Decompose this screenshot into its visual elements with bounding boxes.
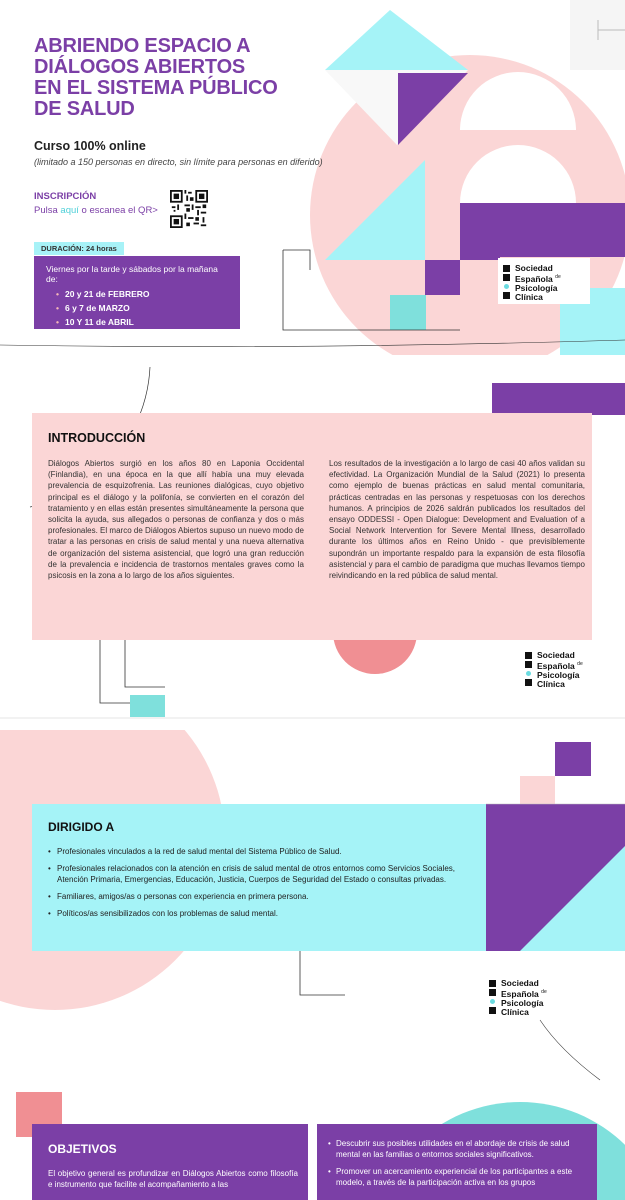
course-note: (limitado a 150 personas en directo, sin límite para personas en diferido)	[34, 157, 323, 167]
logo-square	[525, 661, 532, 668]
list-item: • Promover un acercamiento experiencial de los participantes a este modelo, a través de la participación activa en los grupos	[328, 1166, 588, 1188]
title-line: EN EL SISTEMA PÚBLICO	[34, 77, 278, 99]
logo-line: Sociedad	[537, 650, 575, 660]
society-logo	[525, 651, 583, 689]
inscription-pre: Pulsa	[34, 205, 61, 216]
logo-line: Sociedad	[501, 978, 539, 988]
logo-line: Psicología	[501, 997, 544, 1008]
inscription-heading: INSCRIPCIÓN	[34, 191, 97, 202]
inscription-link[interactable]: aquí	[60, 205, 79, 216]
objectives-list	[328, 1138, 588, 1194]
schedule-lead: Viernes por la tarde y sábados por la mañana de:	[46, 264, 218, 284]
logo-line: Española $^{de}$	[501, 988, 547, 999]
logo-square	[503, 292, 510, 299]
logo-line: Psicología	[515, 282, 558, 293]
logo-dot	[526, 671, 531, 676]
objectives-box	[32, 1124, 308, 1200]
list-item: • Familiares, amigos/as o personas con experiencia en primera persona.	[48, 891, 478, 902]
qr-code-icon[interactable]	[170, 190, 208, 228]
inscription-post: o escanea el QR>	[78, 205, 158, 216]
logo-square	[525, 679, 532, 686]
title-line: ABRIENDO ESPACIO A	[34, 35, 251, 57]
schedule-date: • 10 Y 11 de ABRIL	[56, 317, 228, 327]
logo-line: Clínica	[515, 291, 543, 302]
logo-line: Clínica	[537, 678, 565, 689]
logo-line: Psicología	[537, 669, 580, 680]
logo-square	[489, 980, 496, 987]
header-panel	[0, 0, 625, 355]
logo-line: Clínica	[501, 1006, 529, 1017]
intro-column-right: Los resultados de la investigación a lo largo de casi 40 años validan su efectividad. La Organización Mundial de la Salud (2021) lo presenta como ejemplo de buenas prácticas en salud mental comunitaria, prácticas centradas en las personas y respetuosas con los derechos humanos. A principios de 2026 saldrán publicados los resultados del ensayo ODDESSI - Open Dialogue: Development and Evaluation of a Social Network Intervention for Severe Mental Illness, desarrollado durante los últimos años en Reino Unido - que previsiblemente supondrán un importante respaldo para la expansión de esta filosofía asistencial y para el cambio de paradigma que muchas llevamos tiempo reivindicando en la red pública de salud mental.	[329, 459, 585, 581]
logo-line: Española $^{de}$	[537, 660, 583, 671]
audience-heading: DIRIGIDO A	[48, 820, 115, 834]
objectives-text: El objetivo general es profundizar en Diálogos Abiertos como filosofía e instrumento que facilite el acompañamiento a las	[48, 1169, 298, 1189]
course-type: Curso 100% online	[34, 139, 146, 153]
list-item: • Políticos/as sensibilizados con los problemas de salud mental.	[48, 908, 478, 919]
logo-square	[503, 274, 510, 281]
logo-square	[503, 265, 510, 272]
list-item: • Profesionales vinculados a la red de salud mental del Sistema Público de Salud.	[48, 846, 478, 857]
title-line: DE SALUD	[34, 98, 135, 120]
audience-list	[48, 846, 478, 925]
logo-square	[525, 652, 532, 659]
schedule-date: • 6 y 7 de MARZO	[56, 303, 228, 313]
list-item: • Profesionales relacionados con la atención en crisis de salud mental de otros entornos como Servicios Sociales, Atención Primaria, Emergencias, Educación, Justicia, Cuerpos de Seguridad del Estado o consultas privadas.	[48, 863, 478, 885]
schedule-date: • 20 y 21 de FEBRERO	[56, 289, 228, 299]
intro-panel	[0, 367, 625, 719]
title-line: DIÁLOGOS ABIERTOS	[34, 56, 246, 78]
page-title	[34, 36, 334, 120]
logo-square	[489, 1007, 496, 1014]
objectives-heading: OBJETIVOS	[48, 1142, 117, 1156]
logo-dot	[490, 999, 495, 1004]
society-logo	[503, 264, 561, 302]
intro-column-left: Diálogos Abiertos surgió en los años 80 en Laponia Occidental (Finlandia), en una época en la que allí había una muy elevada prevalencia de esquizofrenia. Las reuniones dialógicas, cuyo objetivo principal es el diálogo y la polifonía, se convierten en el corazón del tratamiento y en ellas están presentes simultáneamente la persona que solicita la ayuda, sus allegados o personas de confianza y dos o más profesionales. El marco de Diálogos Abiertos supuso un nuevo modo de tratar a las personas en crisis de salud mental y una nueva alternativa de organización del sistema asistencial, que logró una gran reducción de la prevalencia e incidencia de trastornos mentales graves como la psicosis en la zona a lo largo de los años siguientes.	[48, 459, 304, 581]
audience-panel	[0, 730, 625, 1085]
intro-heading: INTRODUCCIÓN	[48, 431, 146, 445]
list-item: • Descubrir sus posibles utilidades en el abordaje de crisis de salud mental en las familias o entornos sociales significativos.	[328, 1138, 588, 1160]
intro-box	[32, 413, 592, 640]
logo-line: Española $^{de}$	[515, 273, 561, 284]
audience-box	[32, 804, 486, 951]
duration-badge: DURACIÓN: 24 horas	[34, 242, 124, 255]
schedule-box	[34, 256, 240, 329]
objectives-panel	[0, 1092, 625, 1200]
logo-line: Sociedad	[515, 263, 553, 273]
logo-square	[489, 989, 496, 996]
logo-dot	[504, 284, 509, 289]
society-logo	[489, 979, 547, 1017]
inscription-text	[34, 205, 158, 216]
